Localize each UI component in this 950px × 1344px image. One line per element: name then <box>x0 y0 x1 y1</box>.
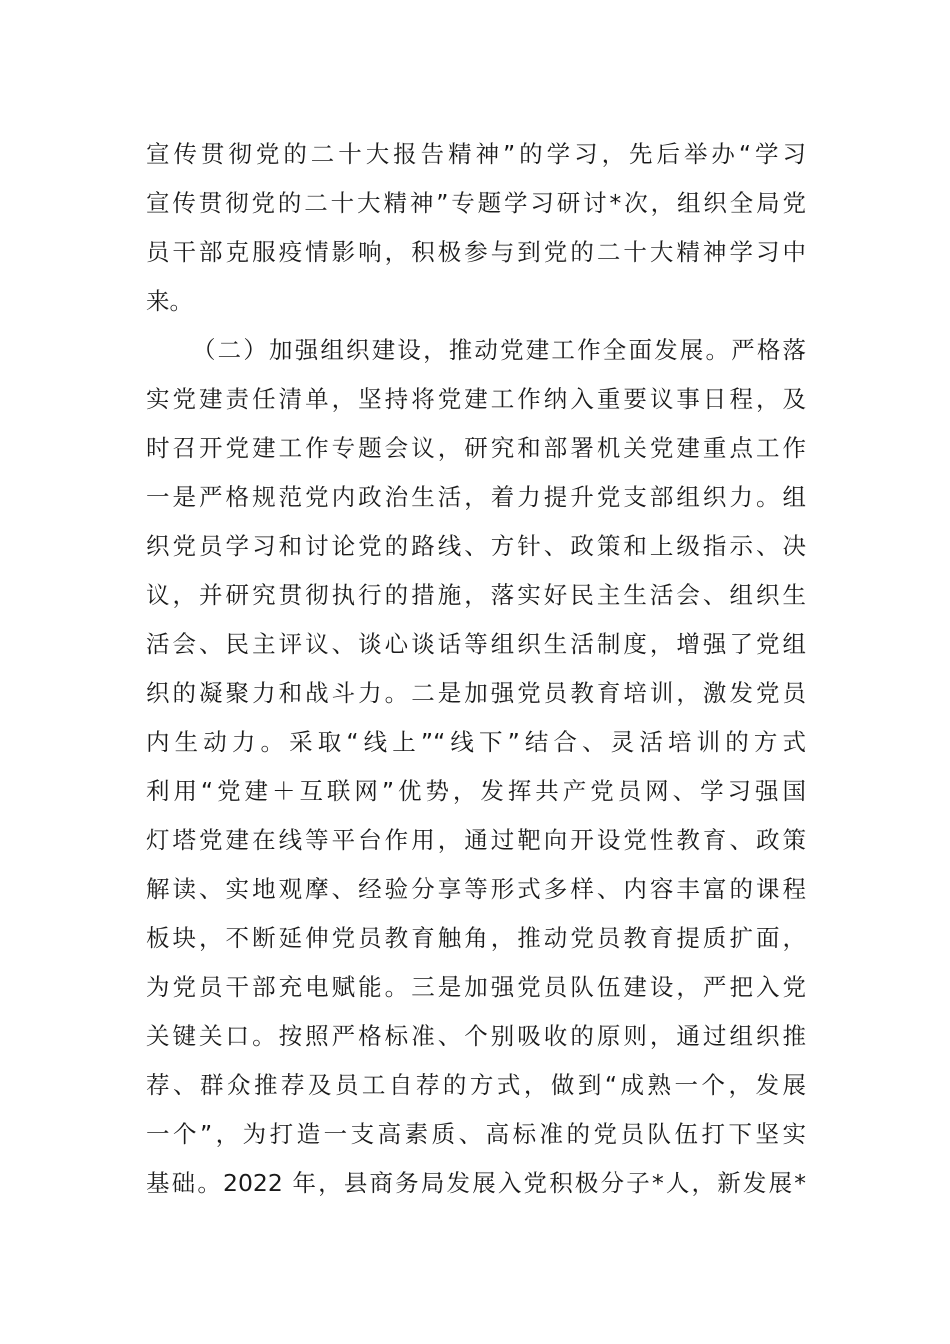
text-line: 一个”，为打造一支高素质、高标准的党员队伍打下坚实 <box>146 1120 806 1148</box>
text-line: 宣传贯彻党的二十大报告精神”的学习，先后举办“学习 <box>146 140 806 168</box>
text-line: 板块，不断延伸党员教育触角，推动党员教育提质扩面， <box>146 924 806 952</box>
text-line: 基础。2022 年，县商务局发展入党积极分子*人，新发展* <box>146 1169 806 1197</box>
text-line: 活会、民主评议、谈心谈话等组织生活制度，增强了党组 <box>146 630 806 658</box>
text-line: 灯塔党建在线等平台作用，通过靶向开设党性教育、政策 <box>146 826 806 854</box>
text-line: 来。 <box>146 287 193 315</box>
text-line: 关键关口。按照严格标准、个别吸收的原则，通过组织推 <box>146 1022 806 1050</box>
text-line: 荐、群众推荐及员工自荐的方式，做到“成熟一个，发展 <box>146 1071 806 1099</box>
text-line: 织党员学习和讨论党的路线、方针、政策和上级指示、决 <box>146 532 806 560</box>
text-line: 时召开党建工作专题会议，研究和部署机关党建重点工作 <box>146 434 806 462</box>
text-line: 一是严格规范党内政治生活，着力提升党支部组织力。组 <box>146 483 806 511</box>
text-line: （二）加强组织建设，推动党建工作全面发展。严格落 <box>192 336 806 364</box>
text-line: 解读、实地观摩、经验分享等形式多样、内容丰富的课程 <box>146 875 806 903</box>
text-line: 为党员干部充电赋能。三是加强党员队伍建设，严把入党 <box>146 973 806 1001</box>
text-line: 织的凝聚力和战斗力。二是加强党员教育培训，激发党员 <box>146 679 806 707</box>
text-line: 员干部克服疫情影响，积极参与到党的二十大精神学习中 <box>146 238 806 266</box>
text-line: 内生动力。采取“线上”“线下”结合、灵活培训的方式 <box>146 728 806 756</box>
text-line: 利用“党建＋互联网”优势，发挥共产党员网、学习强国 <box>146 777 806 805</box>
text-line: 实党建责任清单，坚持将党建工作纳入重要议事日程，及 <box>146 385 806 413</box>
text-line: 议，并研究贯彻执行的措施，落实好民主生活会、组织生 <box>146 581 806 609</box>
text-line: 宣传贯彻党的二十大精神”专题学习研讨*次，组织全局党 <box>146 189 806 217</box>
